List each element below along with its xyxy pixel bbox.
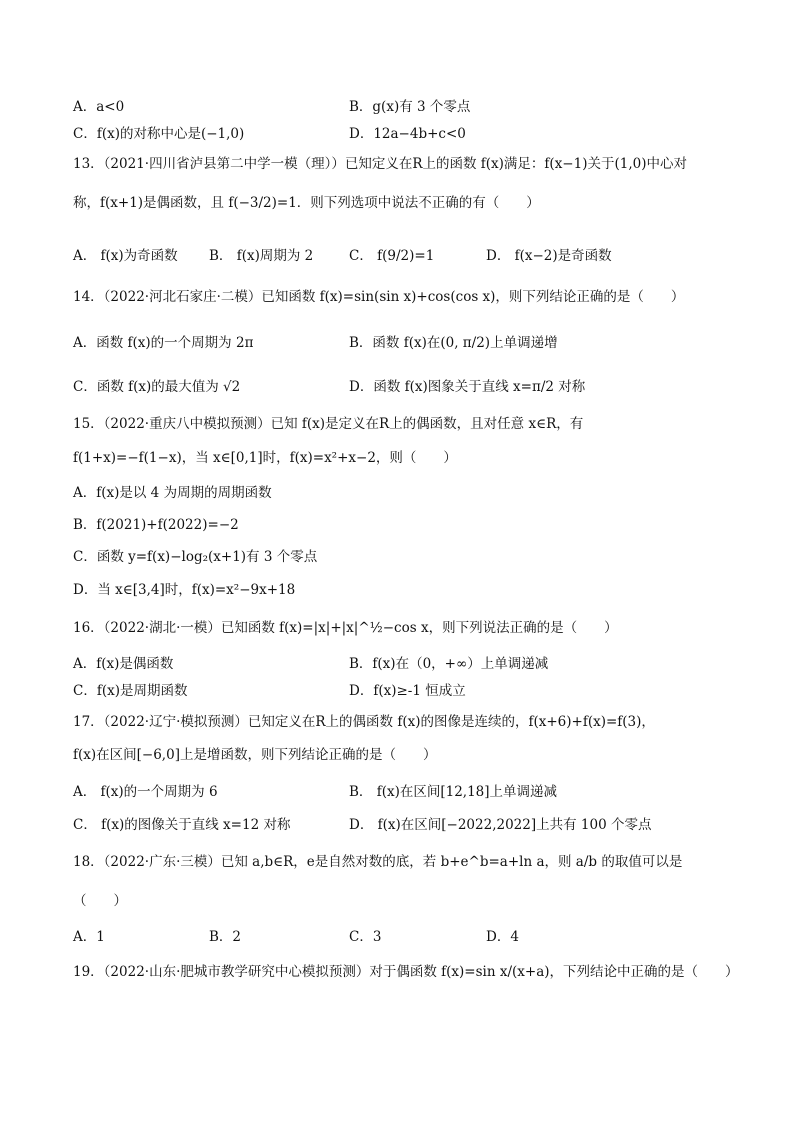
q15-option-a: A．f(x)是以 4 为周期的周期函数 [73, 485, 272, 501]
q14-option-c: C．函数 f(x)的最大值为 √2 [73, 379, 241, 395]
q12-option-d: D．12a−4b+c<0 [349, 126, 466, 142]
q13-option-b: B． f(x)周期为 2 [209, 248, 314, 264]
q19-stem: 19．（2022·山东·肥城市教学研究中心模拟预测）对于偶函数 f(x)=sin x/(x+a)，下列结论中正确的是（ ） [73, 964, 739, 980]
q17-option-d: D． f(x)在区间[−2022,2022]上共有 100 个零点 [349, 817, 652, 833]
q13-option-a: A． f(x)为奇函数 [73, 248, 178, 264]
q18-option-d: D．4 [486, 929, 519, 945]
q13-option-c: C． f(9/2)=1 [349, 248, 435, 264]
q15-option-c: C．函数 y=f(x)−log₂(x+1)有 3 个零点 [73, 549, 318, 565]
q17-option-b: B． f(x)在区间[12,18]上单调递减 [349, 784, 558, 800]
q14-option-d: D．函数 f(x)图象关于直线 x=π/2 对称 [349, 379, 586, 395]
q16-option-d: D．f(x)≥-1 恒成立 [349, 683, 466, 699]
q12-option-b: B．g(x)有 3 个零点 [349, 99, 471, 115]
q14-option-a: A．函数 f(x)的一个周期为 2π [73, 335, 254, 351]
q18-answer-blank: （ ） [73, 893, 127, 909]
q16-stem: 16．（2022·湖北·一模）已知函数 f(x)=|x|+|x|^½−cos x，则下列说法正确的是（ ） [73, 620, 618, 636]
q12-option-a: A．a<0 [73, 99, 125, 115]
q15-stem-line1: 15．（2022·重庆八中模拟预测）已知 f(x)是定义在R上的偶函数，且对任意 x∈R，有 [73, 416, 584, 432]
q16-option-a: A．f(x)是偶函数 [73, 656, 174, 672]
q16-option-c: C．f(x)是周期函数 [73, 683, 188, 699]
q16-option-b: B．f(x)在（0，+∞）上单调递减 [349, 656, 549, 672]
q18-stem: 18．（2022·广东·三模）已知 a,b∈R，e是自然对数的底，若 b+e^b=a+ln a，则 a/b 的取值可以是 [73, 854, 683, 870]
q17-stem-line2: f(x)在区间[−6,0]上是增函数，则下列结论正确的是（ ） [73, 747, 437, 763]
q12-option-c: C．f(x)的对称中心是(−1,0) [73, 126, 245, 142]
q13-stem-line2: 称，f(x+1)是偶函数，且 f(−3/2)=1．则下列选项中说法不正确的有（ ） [73, 195, 540, 211]
q17-option-c: C． f(x)的图像关于直线 x=12 对称 [73, 817, 291, 833]
q18-option-c: C．3 [349, 929, 382, 945]
q17-option-a: A． f(x)的一个周期为 6 [73, 784, 218, 800]
q15-option-b: B．f(2021)+f(2022)=−2 [73, 517, 239, 533]
q13-option-d: D． f(x−2)是奇函数 [486, 248, 612, 264]
q15-stem-line2: f(1+x)=−f(1−x)，当 x∈[0,1]时，f(x)=x²+x−2，则（ ） [73, 450, 457, 466]
q14-option-b: B．函数 f(x)在(0, π/2)上单调递增 [349, 335, 558, 351]
q14-stem: 14．（2022·河北石家庄·二模）已知函数 f(x)=sin(sin x)+cos(cos x)，则下列结论正确的是（ ） [73, 289, 685, 305]
q15-option-d: D．当 x∈[3,4]时，f(x)=x²−9x+18 [73, 582, 296, 598]
q18-option-b: B．2 [209, 929, 242, 945]
q18-option-a: A．1 [73, 929, 105, 945]
q17-stem-line1: 17．（2022·辽宁·模拟预测）已知定义在R上的偶函数 f(x)的图像是连续的，f(x+6)+f(x)=f(3)， [73, 714, 655, 730]
q13-stem-line1: 13．（2021·四川省泸县第二中学一模（理））已知定义在R上的函数 f(x)满足：f(x−1)关于(1,0)中心对 [73, 156, 687, 172]
